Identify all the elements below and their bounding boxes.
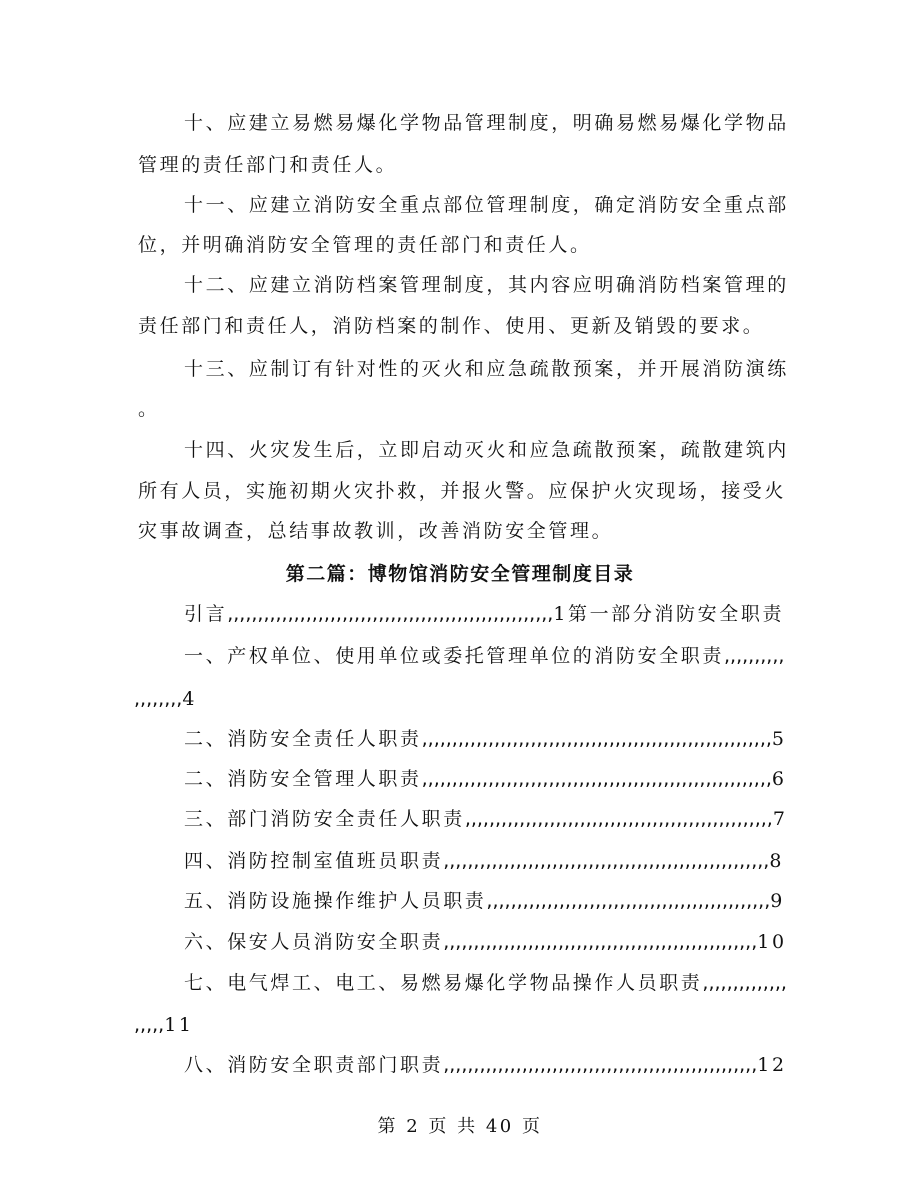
toc-page: 8 bbox=[769, 850, 785, 872]
toc-leader: ,,,,,,,,,,,,,,,,,,,,,,,,,,,,,,,,,,,,,,,,,,,,,,,,,,,,,, bbox=[443, 850, 770, 872]
section-title: 第二篇：博物馆消防安全管理制度目录 bbox=[285, 563, 635, 585]
paragraph-12-line-1: 十二、应建立消防档案管理制度，其内容应明确消防档案管理的 bbox=[184, 274, 789, 296]
toc-entry bbox=[184, 929, 787, 955]
toc-entry bbox=[184, 766, 787, 792]
toc-label: 二、消防安全管理人职责 bbox=[184, 768, 422, 790]
toc-label: 二、消防安全责任人职责 bbox=[184, 728, 422, 750]
toc-leader: ,,,,,,,,,,,,,,,,,,,,,,,,,,,,,,,,,,,,,,,,,,,,,,,,,,,,,,,,,, bbox=[421, 768, 772, 790]
toc-entry bbox=[184, 643, 784, 669]
toc-leader: ,,,,, bbox=[134, 1014, 165, 1036]
toc-leader: ,,,,,,,,,, bbox=[724, 645, 785, 667]
paragraph-11-line-1: 十一、应建立消防安全重点部位管理制度，确定消防安全重点部 bbox=[184, 194, 789, 216]
toc-entry bbox=[184, 806, 788, 832]
toc-label: 引言 bbox=[184, 603, 228, 625]
toc-label: 四、消防控制室值班员职责 bbox=[184, 850, 444, 872]
toc-leader: ,,,,,,,,,,,,,,,,,,,,,,,,,,,,,,,,,,,,,,,,,,,,,,, bbox=[486, 890, 771, 912]
toc-entry bbox=[184, 601, 784, 627]
toc-label: 八、消防安全职责部门职责 bbox=[184, 1054, 444, 1076]
paragraph-13-line-1: 十三、应制订有针对性的灭火和应急疏散预案，并开展消防演练 bbox=[184, 358, 789, 380]
toc-entry bbox=[184, 888, 785, 914]
paragraph-10-line-1: 十、应建立易燃易爆化学物品管理制度，明确易燃易爆化学物品 bbox=[184, 112, 789, 134]
toc-page: 4 bbox=[182, 688, 198, 710]
toc-label: 三、部门消防安全责任人职责 bbox=[184, 808, 465, 830]
toc-entry bbox=[184, 1052, 787, 1078]
toc-page: 6 bbox=[771, 768, 787, 790]
page-footer: 第 2 页 共 40 页 bbox=[377, 1116, 543, 1137]
toc-page: 5 bbox=[771, 728, 787, 750]
toc-label: 五、消防设施操作维护人员职责 bbox=[184, 890, 487, 912]
toc-label: 七、电气焊工、电工、易燃易爆化学物品操作人员职责 bbox=[184, 972, 703, 994]
toc-page: 1 bbox=[553, 603, 569, 625]
toc-entry-continuation bbox=[134, 686, 197, 712]
toc-leader: ,,,,,,,,,,,,,, bbox=[702, 972, 787, 994]
toc-entry bbox=[184, 726, 787, 752]
paragraph-14-line-2: 所有人员，实施初期火灾扑救，并报火警。应保护火灾现场，接受火 bbox=[138, 480, 787, 502]
toc-label: 一、产权单位、使用单位或委托管理单位的消防安全职责 bbox=[184, 645, 725, 667]
toc-leader: ,,,,,,,,,,,,,,,,,,,,,,,,,,,,,,,,,,,,,,,,,,,,,,,,,,,,,, bbox=[227, 603, 554, 625]
toc-leader: ,,,,,,,,,,,,,,,,,,,,,,,,,,,,,,,,,,,,,,,,,,,,,,,,,,,,,,,,,, bbox=[421, 728, 772, 750]
toc-entry bbox=[184, 970, 787, 996]
toc-page: 9 bbox=[770, 890, 785, 912]
paragraph-14-line-3: 灾事故调查，总结事故教训，改善消防安全管理。 bbox=[138, 520, 614, 542]
toc-page: 12 bbox=[757, 1054, 787, 1076]
paragraph-11-line-2: 位，并明确消防安全管理的责任部门和责任人。 bbox=[138, 234, 592, 256]
toc-page: 11 bbox=[164, 1014, 194, 1036]
toc-page: 7 bbox=[772, 808, 788, 830]
toc-entry bbox=[184, 848, 784, 874]
toc-entry-continuation bbox=[134, 1012, 194, 1038]
paragraph-13-line-2: 。 bbox=[138, 398, 160, 420]
toc-trailing-text: 第一部分消防安全职责 bbox=[568, 603, 785, 625]
paragraph-12-line-2: 责任部门和责任人，消防档案的制作、使用、更新及销毁的要求。 bbox=[138, 315, 765, 337]
paragraph-14-line-1: 十四、火灾发生后，立即启动灭火和应急疏散预案，疏散建筑内 bbox=[184, 439, 789, 461]
toc-leader: ,,,,,,,, bbox=[134, 688, 183, 710]
paragraph-10-line-2: 管理的责任部门和责任人。 bbox=[138, 154, 398, 176]
toc-leader: ,,,,,,,,,,,,,,,,,,,,,,,,,,,,,,,,,,,,,,,,,,,,,,,,,,,, bbox=[443, 1054, 758, 1076]
toc-page: 10 bbox=[757, 931, 787, 953]
toc-leader: ,,,,,,,,,,,,,,,,,,,,,,,,,,,,,,,,,,,,,,,,,,,,,,,,,,,, bbox=[443, 931, 758, 953]
toc-label: 六、保安人员消防安全职责 bbox=[184, 931, 444, 953]
toc-leader: ,,,,,,,,,,,,,,,,,,,,,,,,,,,,,,,,,,,,,,,,,,,,,,,,,,, bbox=[464, 808, 773, 830]
